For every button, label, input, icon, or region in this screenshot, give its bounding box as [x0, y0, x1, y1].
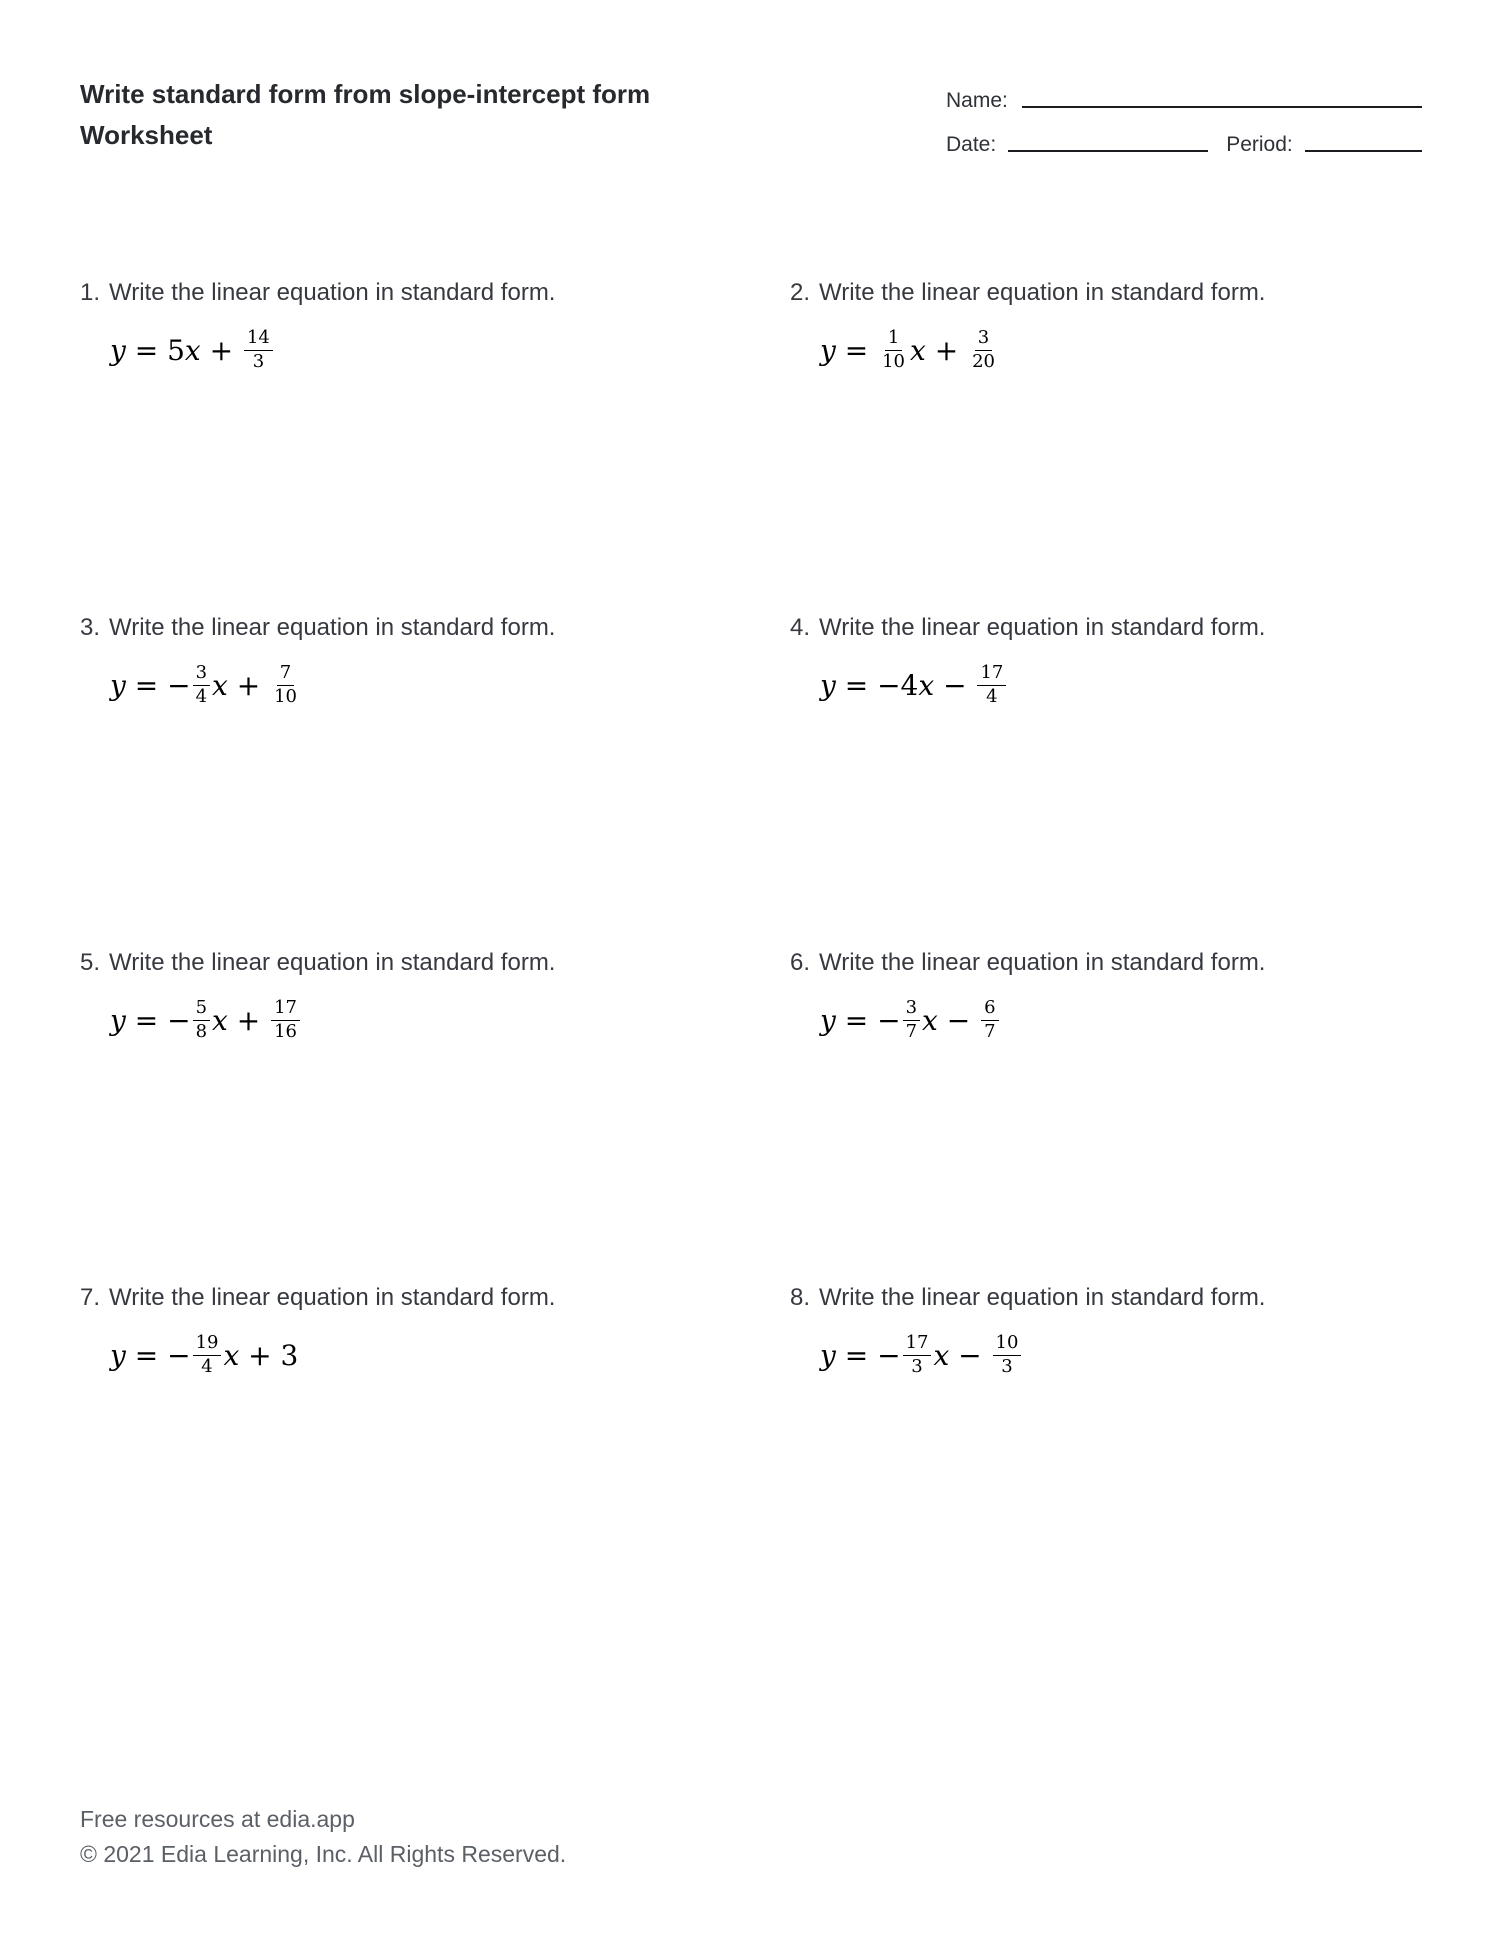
equation-token: x [910, 333, 926, 367]
fraction-numerator: 1 [885, 328, 902, 350]
equation-fraction [903, 998, 920, 1041]
footer-resources: Free resources at edia.app [80, 1806, 355, 1832]
problem-prompt: Write the linear equation in standard form. [819, 1284, 1266, 1311]
problem-prompt-line [80, 613, 790, 643]
equation-token: + [925, 333, 968, 367]
fraction-denominator: 10 [882, 350, 905, 372]
fraction-numerator: 17 [271, 998, 300, 1020]
problem-equation [110, 995, 790, 1045]
equation-fraction [193, 663, 210, 706]
problem-number: 4. [790, 614, 811, 641]
equation-token: x [212, 668, 228, 702]
equation-token: x [223, 1338, 240, 1372]
problem-prompt: Write the linear equation in standard form. [819, 279, 1266, 306]
equation-token: − [937, 1003, 980, 1037]
problem-prompt-line [790, 278, 1422, 308]
fraction-denominator: 10 [274, 685, 297, 707]
problem-item [790, 613, 1422, 948]
worksheet-title [80, 74, 650, 156]
problem-item [80, 278, 790, 613]
name-blank-line [1022, 106, 1422, 108]
fraction-numerator: 14 [244, 328, 273, 350]
fraction-denominator: 3 [911, 1355, 923, 1377]
problem-prompt-line [790, 948, 1422, 978]
equation-token: y [110, 1003, 126, 1037]
problem-equation [110, 660, 790, 710]
equation-token: + [227, 668, 270, 702]
equation-fraction [271, 998, 300, 1041]
problem-item [80, 613, 790, 948]
problem-item [80, 948, 790, 1283]
problem-equation [820, 660, 1422, 710]
fraction-numerator: 6 [981, 998, 998, 1020]
equation-token: = −4 [835, 668, 919, 702]
footer [80, 1802, 566, 1872]
equation-token: = [125, 333, 168, 367]
equation-token: − [934, 668, 976, 702]
problem-prompt: Write the linear equation in standard form. [109, 949, 556, 976]
equation-token: = − [125, 1338, 191, 1372]
problem-number: 1. [80, 279, 101, 306]
fraction-numerator: 10 [993, 1333, 1022, 1355]
fraction-numerator: 17 [977, 663, 1006, 685]
problem-number: 3. [80, 614, 101, 641]
equation-fraction [981, 998, 998, 1041]
date-blank-line [1008, 150, 1208, 152]
problems-grid [80, 278, 1422, 1618]
fraction-denominator: 4 [986, 685, 998, 707]
footer-copyright: © 2021 Edia Learning, Inc. All Rights Reserved. [80, 1841, 567, 1867]
problem-equation [820, 1330, 1422, 1380]
title-line-2: Worksheet [80, 120, 213, 150]
fraction-denominator: 4 [201, 1355, 213, 1377]
name-label: Name: [946, 89, 1008, 112]
problem-number: 7. [80, 1284, 101, 1311]
equation-token: + [227, 1003, 270, 1037]
period-label: Period: [1226, 133, 1293, 156]
equation-token: + [200, 333, 242, 367]
problem-equation [820, 325, 1422, 375]
problem-equation [110, 325, 790, 375]
fraction-denominator: 8 [195, 1020, 208, 1042]
problem-prompt: Write the linear equation in standard form. [109, 279, 556, 306]
equation-token: y [110, 668, 126, 702]
equation-token: = − [125, 1003, 191, 1037]
equation-token: y [820, 668, 836, 702]
problem-prompt: Write the linear equation in standard form. [819, 949, 1266, 976]
fraction-denominator: 4 [195, 685, 208, 707]
fraction-denominator: 7 [984, 1020, 996, 1042]
title-line-1: Write standard form from slope-intercept form [80, 79, 651, 109]
problem-prompt: Write the linear equation in standard form. [819, 614, 1266, 641]
equation-token: + 3 [239, 1338, 299, 1372]
problem-item [790, 948, 1422, 1283]
problem-item [790, 278, 1422, 613]
equation-fraction [903, 1333, 932, 1376]
equation-token: 5 [167, 333, 185, 367]
equation-token: x [918, 668, 935, 702]
equation-fraction [993, 1333, 1022, 1376]
equation-fraction [244, 328, 273, 371]
equation-token: = − [835, 1003, 901, 1037]
equation-token: x [922, 1003, 938, 1037]
equation-fraction [193, 1333, 222, 1376]
equation-fraction [977, 663, 1006, 706]
problem-prompt: Write the linear equation in standard form. [109, 1284, 556, 1311]
date-label: Date: [946, 133, 997, 156]
equation-token: = − [835, 1338, 901, 1372]
problem-prompt-line [80, 278, 790, 308]
equation-token: − [949, 1338, 991, 1372]
fraction-denominator: 3 [252, 350, 265, 372]
fraction-numerator: 5 [193, 998, 210, 1020]
equation-fraction [969, 328, 998, 371]
problem-equation [820, 995, 1422, 1045]
equation-token: y [110, 333, 126, 367]
equation-token: x [184, 333, 201, 367]
fraction-numerator: 19 [193, 1333, 222, 1355]
fraction-denominator: 7 [905, 1020, 918, 1042]
equation-token: y [110, 1338, 126, 1372]
equation-token: x [933, 1338, 950, 1372]
name-field-row [946, 88, 1422, 113]
problem-prompt-line [80, 948, 790, 978]
problem-prompt: Write the linear equation in standard form. [109, 614, 556, 641]
problem-number: 5. [80, 949, 101, 976]
problem-prompt-line [80, 1283, 790, 1313]
problem-number: 2. [790, 279, 811, 306]
problem-prompt-line [790, 1283, 1422, 1313]
equation-token: x [212, 1003, 228, 1037]
fraction-numerator: 3 [975, 328, 992, 350]
fraction-numerator: 3 [903, 998, 920, 1020]
equation-token: y [820, 333, 836, 367]
problem-item [790, 1283, 1422, 1618]
fraction-numerator: 17 [903, 1333, 932, 1355]
problem-number: 6. [790, 949, 811, 976]
problem-item [80, 1283, 790, 1618]
date-period-field-row [946, 132, 1422, 157]
student-fields [946, 88, 1422, 157]
fraction-numerator: 3 [193, 663, 210, 685]
equation-token: = [835, 333, 878, 367]
fraction-denominator: 16 [274, 1020, 297, 1042]
fraction-numerator: 7 [277, 663, 294, 685]
problem-number: 8. [790, 1284, 811, 1311]
fraction-denominator: 3 [1001, 1355, 1013, 1377]
equation-fraction [193, 998, 210, 1041]
problem-equation [110, 1330, 790, 1380]
equation-token: = − [125, 668, 191, 702]
fraction-denominator: 20 [972, 350, 995, 372]
period-blank-line [1305, 150, 1422, 152]
problem-prompt-line [790, 613, 1422, 643]
equation-token: y [820, 1003, 836, 1037]
equation-fraction [271, 663, 300, 706]
equation-token: y [820, 1338, 836, 1372]
equation-fraction [879, 328, 908, 371]
